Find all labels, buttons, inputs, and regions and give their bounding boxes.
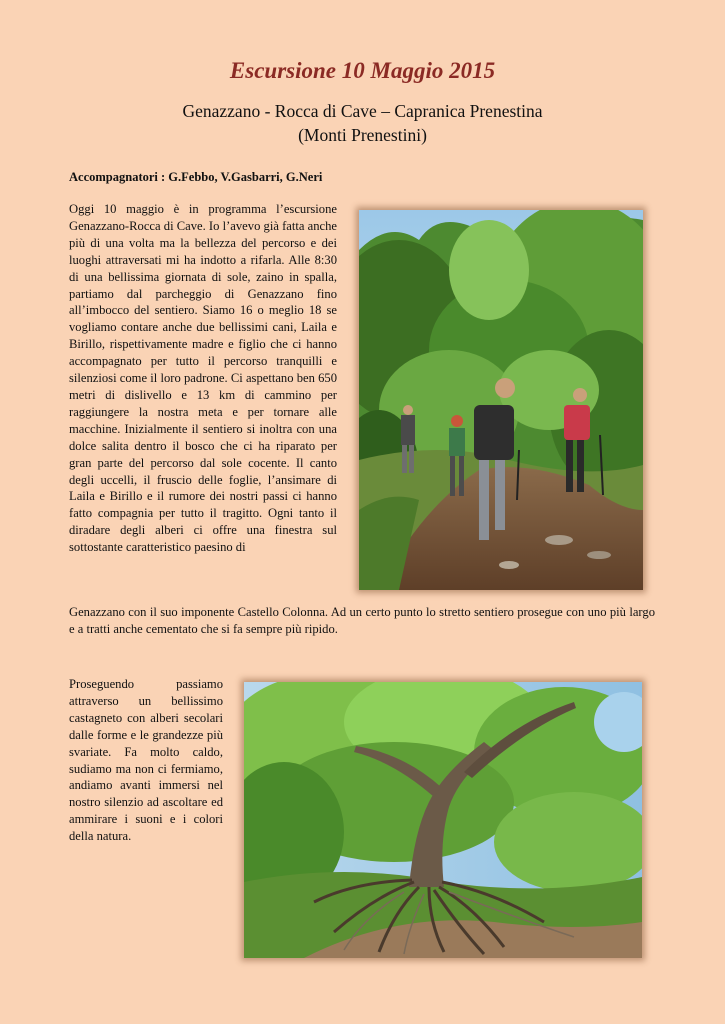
hikers-photo bbox=[359, 210, 643, 590]
paragraph-intro-continued: Genazzano con il suo imponente Castello Colonna. Ad un certo punto lo stretto sentiero prosegue con uno più largo e a tratti anche cementato che si fa sempre più ripido. bbox=[69, 605, 655, 636]
paragraph-intro: Oggi 10 maggio è in programma l’escursione Genazzano-Rocca di Cave. Io l’avevo già fatta anche più di una volta ma la bellezza del percorso e dei luoghi attraversati mi ha indotto a rifarla. Alle 8:30 di una bellissima giornata di sole, zaino in spalla, partiamo dal parcheggio di Genazzano fino all’imbocco del sentiero. Siamo 16 o meglio 18 se vogliamo contare anche due bellissimi cani, Laila e Birillo, rispettivamente madre e figlio che ci hanno accompagnato per tutto il percorso tranquilli e silenziosi come il loro padrone. Ci aspettano ben 650 metri di dislivello e 13 km di cammino per raggiungere la nostra meta e per tornare alle macchine. Inizialmente il sentiero si inoltra con una dolce salita dentro il bosco che ci ha riparato per gran parte del percorso dal sole cocente. Il canto degli uccelli, il fruscio delle foglie, l’ansimare di Laila e Birillo e il rumore dei nostri passi ci hanno fatto compagnia per tutto il tragitto. Ogni tanto il diradare degli alberi ci offre una finestra sul sottostante caratteristico paesino di bbox=[69, 202, 337, 555]
subtitle-region: (Monti Prenestini) bbox=[298, 125, 427, 145]
chestnut-tree-photo bbox=[244, 682, 642, 958]
guides-line: Accompagnatori : G.Febbo, V.Gasbarri, G.Neri bbox=[69, 170, 323, 184]
subtitle-route: Genazzano - Rocca di Cave – Capranica Prenestina bbox=[182, 101, 543, 121]
paragraph-chestnut-grove: Proseguendo passiamo attraverso un bellissimo castagneto con alberi secolari dalle forme e le grandezze più svariate. Fa molto caldo, sudiamo ma non ci fermiamo, andiamo avanti immersi nel nostro silenzio ad ascoltare ed ammirare i suoni e i colori della natura. bbox=[69, 677, 223, 844]
page-title: Escursione 10 Maggio 2015 bbox=[229, 58, 496, 83]
page-subtitle bbox=[0, 99, 725, 147]
